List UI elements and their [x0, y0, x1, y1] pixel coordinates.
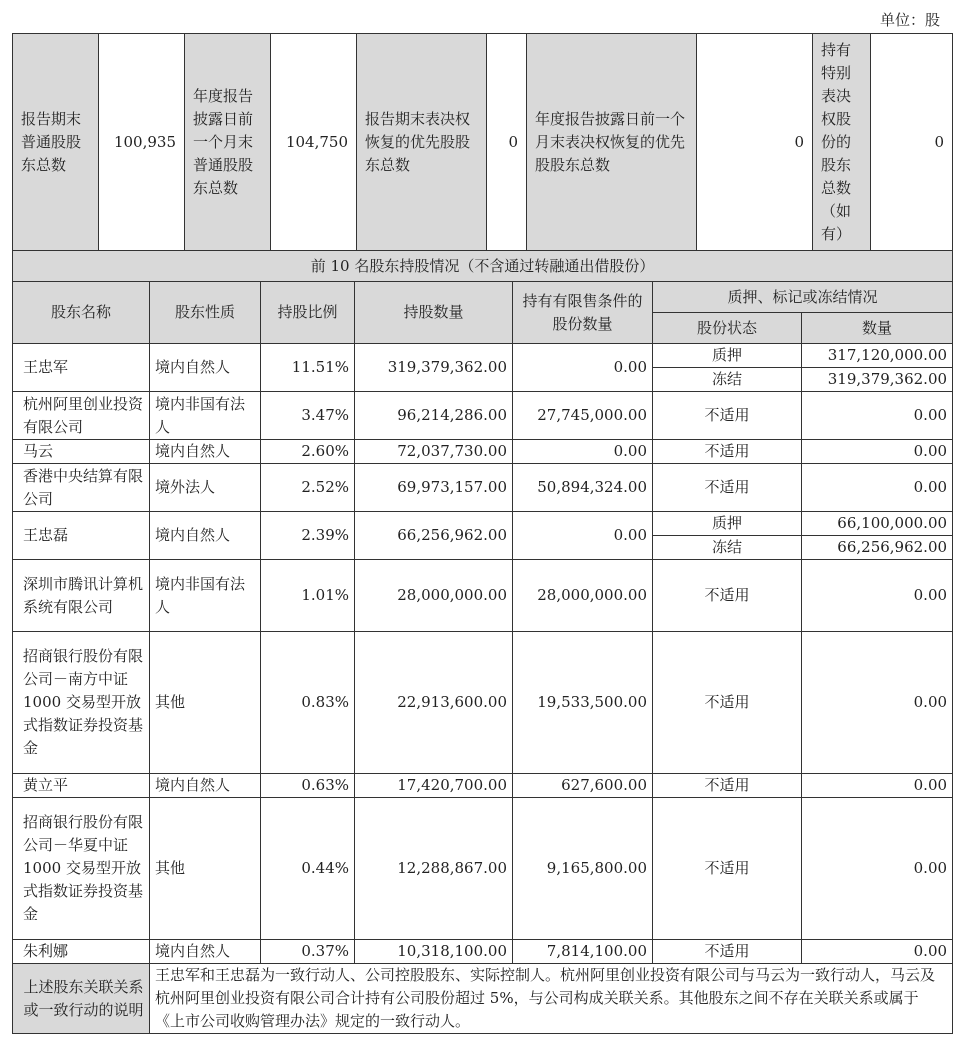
- holder-name: 王忠磊: [13, 512, 150, 560]
- holder-ratio: 2.60%: [261, 440, 355, 464]
- pledge-status: 冻结: [653, 536, 802, 560]
- holder-name: 杭州阿里创业投资有限公司: [13, 392, 150, 440]
- holder-name: 深圳市腾讯计算机系统有限公司: [13, 560, 150, 632]
- holder-ratio: 3.47%: [261, 392, 355, 440]
- pledge-status: 不适用: [653, 464, 802, 512]
- holder-ratio: 2.52%: [261, 464, 355, 512]
- pledge-status: 不适用: [653, 798, 802, 940]
- pledge-status: 冻结: [653, 368, 802, 392]
- pledge-quantity: 0.00: [802, 940, 953, 964]
- holder-count: 28,000,000.00: [355, 560, 513, 632]
- holder-restricted: 28,000,000.00: [513, 560, 653, 632]
- holder-nature: 境内非国有法人: [150, 392, 261, 440]
- header-quantity: 数量: [802, 313, 953, 344]
- holder-count: 10,318,100.00: [355, 940, 513, 964]
- pledge-status: 不适用: [653, 440, 802, 464]
- header-name: 股东名称: [13, 282, 150, 344]
- holder-restricted: 19,533,500.00: [513, 632, 653, 774]
- holder-nature: 其他: [150, 632, 261, 774]
- ordinary-holders-label: 报告期末普通股股东总数: [13, 34, 99, 251]
- holder-name: 黄立平: [13, 774, 150, 798]
- header-count: 持股数量: [355, 282, 513, 344]
- holder-restricted: 27,745,000.00: [513, 392, 653, 440]
- header-pledge-group: 质押、标记或冻结情况: [653, 282, 953, 313]
- pledge-status: 质押: [653, 512, 802, 536]
- holder-nature: 境外法人: [150, 464, 261, 512]
- preferred-holders-label: 报告期末表决权恢复的优先股股东总数: [357, 34, 487, 251]
- holder-ratio: 0.44%: [261, 798, 355, 940]
- pledge-quantity: 319,379,362.00: [802, 368, 953, 392]
- unit-label: 单位：股: [879, 11, 940, 29]
- pledge-quantity: 0.00: [802, 464, 953, 512]
- holder-count: 319,379,362.00: [355, 344, 513, 392]
- holder-nature: 境内自然人: [150, 440, 261, 464]
- preferred-holders-prev-value: 0: [697, 34, 813, 251]
- holder-ratio: 0.37%: [261, 940, 355, 964]
- pledge-quantity: 0.00: [802, 560, 953, 632]
- holder-name: 朱利娜: [13, 940, 150, 964]
- pledge-quantity: 0.00: [802, 440, 953, 464]
- preferred-holders-value: 0: [487, 34, 527, 251]
- holder-name: 招商银行股份有限公司－南方中证 1000 交易型开放式指数证券投资基金: [13, 632, 150, 774]
- holder-count: 12,288,867.00: [355, 798, 513, 940]
- holder-restricted: 0.00: [513, 512, 653, 560]
- relation-label-text: 上述股东关联关系或一致行动的说明: [23, 977, 144, 1019]
- relation-label: [13, 964, 150, 1034]
- ordinary-holders-value: 100,935: [99, 34, 185, 251]
- holder-count: 72,037,730.00: [355, 440, 513, 464]
- pledge-quantity: 66,100,000.00: [802, 512, 953, 536]
- holder-nature: 境内自然人: [150, 512, 261, 560]
- holder-name: 马云: [13, 440, 150, 464]
- header-status: 股份状态: [653, 313, 802, 344]
- pledge-status: 不适用: [653, 392, 802, 440]
- top10-holders-table: [12, 250, 953, 1034]
- holder-restricted: 7,814,100.00: [513, 940, 653, 964]
- special-voting-holders-label: 持有特别表决权股份的股东总数（如有）: [813, 34, 871, 251]
- holder-nature: 境内非国有法人: [150, 560, 261, 632]
- pledge-status: 不适用: [653, 774, 802, 798]
- holder-count: 96,214,286.00: [355, 392, 513, 440]
- header-nature: 股东性质: [150, 282, 261, 344]
- pledge-status: 不适用: [653, 632, 802, 774]
- pledge-quantity: 0.00: [802, 632, 953, 774]
- holder-nature: 其他: [150, 798, 261, 940]
- holder-count: 22,913,600.00: [355, 632, 513, 774]
- header-ratio: 持股比例: [261, 282, 355, 344]
- pledge-status: 不适用: [653, 560, 802, 632]
- holder-name: 招商银行股份有限公司－华夏中证 1000 交易型开放式指数证券投资基金: [13, 798, 150, 940]
- special-voting-holders-value: 0: [871, 34, 953, 251]
- pledge-status: 不适用: [653, 940, 802, 964]
- relation-text: 王忠军和王忠磊为一致行动人、公司控股股东、实际控制人。杭州阿里创业投资有限公司与马云为一致行动人，马云及杭州阿里创业投资有限公司合计持有公司股份超过 5%，与公司构成关联关系。其他股东之间不存在关联关系或属于《上市公司收购管理办法》规定的一致行动人。: [150, 964, 953, 1034]
- holder-count: 69,973,157.00: [355, 464, 513, 512]
- holder-restricted: 0.00: [513, 440, 653, 464]
- holder-restricted: 0.00: [513, 344, 653, 392]
- preferred-holders-prev-label: 年度报告披露日前一个月末表决权恢复的优先股股东总数: [527, 34, 697, 251]
- holder-nature: 境内自然人: [150, 344, 261, 392]
- holder-nature: 境内自然人: [150, 774, 261, 798]
- holder-ratio: 1.01%: [261, 560, 355, 632]
- pledge-quantity: 0.00: [802, 798, 953, 940]
- holder-name: 香港中央结算有限公司: [13, 464, 150, 512]
- holder-count: 66,256,962.00: [355, 512, 513, 560]
- holder-nature: 境内自然人: [150, 940, 261, 964]
- top10-title: 前 10 名股东持股情况（不含通过转融通出借股份）: [13, 251, 953, 282]
- holder-name: 王忠军: [13, 344, 150, 392]
- pledge-status: 质押: [653, 344, 802, 368]
- holder-ratio: 0.83%: [261, 632, 355, 774]
- holder-restricted: 50,894,324.00: [513, 464, 653, 512]
- ordinary-holders-prev-label: 年度报告披露日前一个月末普通股股东总数: [185, 34, 271, 251]
- holder-count: 17,420,700.00: [355, 774, 513, 798]
- pledge-quantity: 66,256,962.00: [802, 536, 953, 560]
- holder-restricted: 627,600.00: [513, 774, 653, 798]
- shareholder-summary-table: [12, 33, 953, 251]
- holder-ratio: 0.63%: [261, 774, 355, 798]
- header-restricted: 持有有限售条件的股份数量: [513, 282, 653, 344]
- holder-ratio: 2.39%: [261, 512, 355, 560]
- holder-ratio: 11.51%: [261, 344, 355, 392]
- pledge-quantity: 317,120,000.00: [802, 344, 953, 368]
- pledge-quantity: 0.00: [802, 774, 953, 798]
- ordinary-holders-prev-value: 104,750: [271, 34, 357, 251]
- holder-restricted: 9,165,800.00: [513, 798, 653, 940]
- pledge-quantity: 0.00: [802, 392, 953, 440]
